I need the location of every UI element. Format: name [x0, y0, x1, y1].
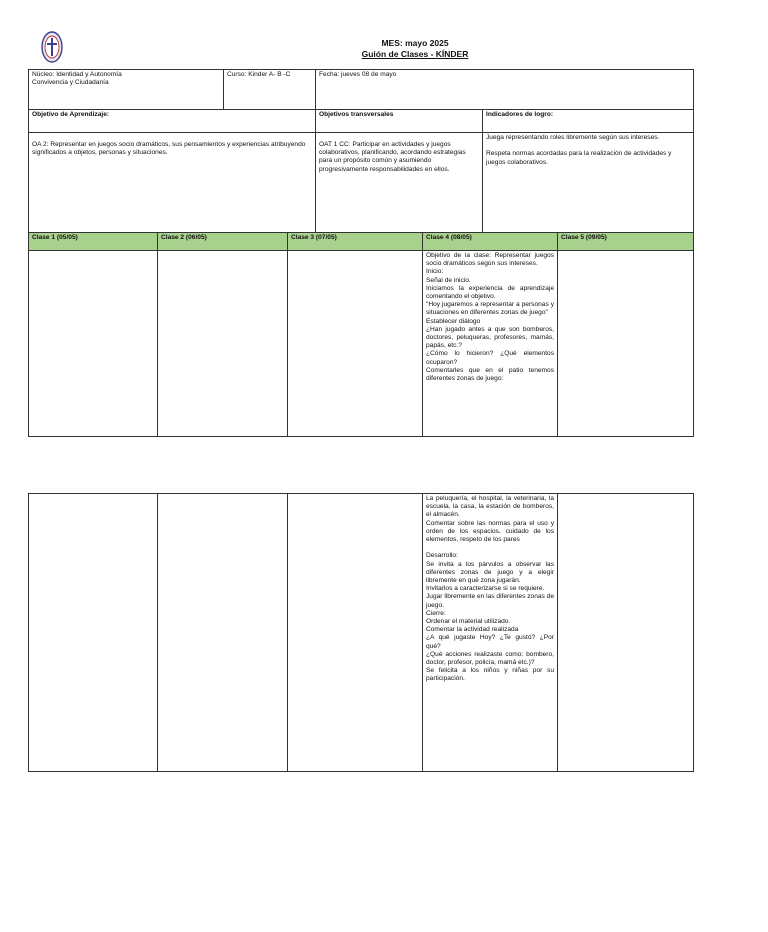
school-crest-logo [41, 31, 63, 63]
oat-text [316, 133, 483, 233]
class-1-header: Clase 1 (05/05) [29, 233, 158, 251]
class-3-header: Clase 3 (07/05) [288, 233, 423, 251]
oa-text [29, 133, 316, 233]
class-5-cell [558, 251, 694, 437]
classes-table [28, 232, 694, 437]
curso-cell: Curso: Kinder A- B -C [224, 70, 316, 110]
indicadores-header: Indicadores de logro: [483, 110, 694, 133]
nucleo-cell: Núcleo: Identidad y Autonomía Convivencia y Ciudadanía [29, 70, 224, 110]
class-4-cell-cont: La peluquería, el hospital, la veterinaria, la escuela, la casa, la estación de bomberos, el almacén. Comentar sobre las normas para el uso y orden de los espacios, cuidado de los elementos, respeto de los pares Desarrollo: Se invita a los párvulos a observar las diferentes zonas de juego y a elegir libremente en qué zona jugarán. Invitarlos a caracterizarse si se requiere. Jugar libremente en las diferentes zonas de juego. Cierre: Ordenar el material utilizado. Comentar la actividad realizada ¿A qué jugaste Hoy? ¿Te gustó? ¿Por qué? ¿Qué acciones realizaste como: bombero, doctor, profesor, policía, mamá etc.)? Se felicita a los niños y niñas por su participación. [423, 494, 558, 772]
class-2-header: Clase 2 (06/05) [158, 233, 288, 251]
class-2-cell-cont [158, 494, 288, 772]
class-3-cell [288, 251, 423, 437]
oa-header: Objetivo de Aprendizaje: [29, 110, 316, 133]
indicadores-text: Juega representando roles libremente según sus intereses. Respeta normas acordadas para la realización de actividades y juegos colaborativos. [483, 133, 694, 233]
class-5-header: Clase 5 (09/05) [558, 233, 694, 251]
oa-text-content: OA 2: Representar en juegos socio dramáticos, sus pensamientos y experiencias atribuyendo significados a objetos, personas y situaciones. [32, 141, 306, 157]
fecha-cell: Fecha: jueves 08 de mayo [316, 70, 694, 110]
class-1-cell-cont [29, 494, 158, 772]
oat-header: Objetivos transversales [316, 110, 483, 133]
class-3-cell-cont [288, 494, 423, 772]
classes-table-continued [28, 493, 694, 772]
class-1-cell [29, 251, 158, 437]
class-4-header: Clase 4 (08/05) [423, 233, 558, 251]
class-2-cell [158, 251, 288, 437]
document-title: Guión de Clases - KÍNDER [361, 49, 469, 59]
oat-text-content: OAT 1 CC: Participar en actividades y juegos colaborativos, planificando, acordando estrategias para un propósito común y asumiendo progresivamente responsabilidades en ellos. [319, 141, 466, 173]
class-5-cell-cont [558, 494, 694, 772]
plan-header-table [28, 69, 694, 233]
class-4-cell: Objetivo de la clase: Representar juegos socio dramáticos según sus intereses. Inicio: Señal de inicio. Iniciamos la experiencia de aprendizaje comentando el objetivo. "Hoy jugaremos a representar a personas y situaciones en diferentes zonas de juego" Establecer diálogo ¿Han jugado antes a que son bomberos, doctores, peluqueras, profesores, mamás, papás, etc.? ¿Cómo lo hicieron? ¿Qué elementos ocuparon? Comentarles que en el patio tenemos diferentes zonas de juego: [423, 251, 558, 437]
month-heading: MES: mayo 2025 [381, 38, 449, 48]
